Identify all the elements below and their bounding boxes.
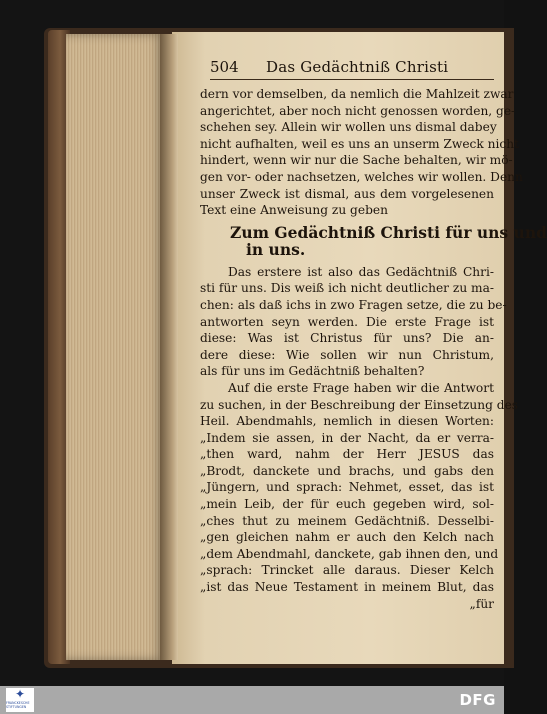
- text-line: diese: Was ist Christus für uns? Die an-: [200, 331, 494, 346]
- section-heading: [200, 222, 547, 259]
- text-line: „Brodt, danckete und brachs, und gabs den: [200, 463, 494, 478]
- text-line: „mein Leib, der für euch gegeben wird, sol-: [200, 497, 494, 512]
- library-logo-text: FRANCKESCHE STIFTUNGEN: [6, 701, 30, 709]
- viewer-footer: [0, 686, 504, 714]
- text-line: antworten seyn werden. Die erste Frage ist: [200, 314, 494, 329]
- text-line: nicht aufhalten, weil es uns an unserm Zweck nicht: [200, 136, 519, 151]
- text-line: „sprach: Trincket alle daraus. Dieser Kelch: [200, 563, 494, 578]
- text-line: unser Zweck ist dismal, aus dem vorgelesenen: [200, 186, 494, 201]
- library-logo-icon: ✦: [14, 687, 26, 701]
- heading-line: in uns.: [246, 239, 306, 259]
- text-line: sti für uns. Dis weiß ich nicht deutlicher zu ma-: [200, 281, 494, 296]
- library-logo: [6, 688, 34, 712]
- paragraph-1: [200, 264, 507, 380]
- text-line: „ist das Neue Testament in meinem Blut, das: [200, 580, 494, 595]
- text-line: hindert, wenn wir nur die Sache behalten, wir mö-: [200, 153, 513, 168]
- text-line: „ches thut zu meinem Gedächtniß. Desselbi-: [200, 513, 494, 528]
- text-line: schehen sey. Allein wir wollen uns dismal dabey: [200, 120, 497, 135]
- heading-line: Zum Gedächtniß Christi für uns und: [230, 222, 547, 242]
- text-line: gen vor- oder nachsetzen, welches wir wollen. Denn: [200, 169, 523, 184]
- text-line: chen: als daß ichs in zwo Fragen setze, die zu be-: [200, 297, 507, 312]
- text-line: angerichtet, aber noch nicht genossen worden, ge-: [200, 103, 516, 118]
- page-number: 504: [210, 58, 239, 76]
- paragraph-2: [200, 380, 519, 612]
- text-line: als für uns im Gedächtniß behalten?: [200, 364, 425, 379]
- paragraph-intro: [200, 86, 523, 219]
- text-line: Das erstere ist also das Gedächtniß Chri-: [228, 264, 494, 279]
- text-line: „Jüngern, und sprach: Nehmet, esset, das ist: [200, 480, 494, 495]
- text-line: Text eine Anweisung zu geben: [200, 203, 388, 218]
- page-text: [200, 58, 547, 612]
- page-header: [210, 58, 494, 80]
- text-line: „then ward, nahm der Herr JESUS das: [200, 447, 494, 462]
- page-gutter: [160, 34, 178, 660]
- text-line: „gen gleichen nahm er auch den Kelch nach: [200, 530, 494, 545]
- catchword: „für: [469, 596, 494, 611]
- text-line: dere diese: Wie sollen wir nun Christum,: [200, 347, 494, 362]
- text-line: „Indem sie assen, in der Nacht, da er verra-: [200, 430, 494, 445]
- dfg-logo: DFG: [459, 691, 496, 709]
- text-line: dern vor demselben, da nemlich die Mahlzeit zwar: [200, 87, 514, 101]
- running-head: Das Gedächtniß Christi: [266, 58, 449, 76]
- text-line: Heil. Abendmahls, nemlich in diesen Worten:: [200, 414, 494, 429]
- page-block-edge: [66, 34, 164, 660]
- text-line: Auf die erste Frage haben wir die Antwort: [228, 380, 494, 395]
- text-line: zu suchen, in der Beschreibung der Einsetzung des: [200, 397, 519, 412]
- text-line: „dem Abendmahl, danckete, gab ihnen den, und: [200, 546, 499, 561]
